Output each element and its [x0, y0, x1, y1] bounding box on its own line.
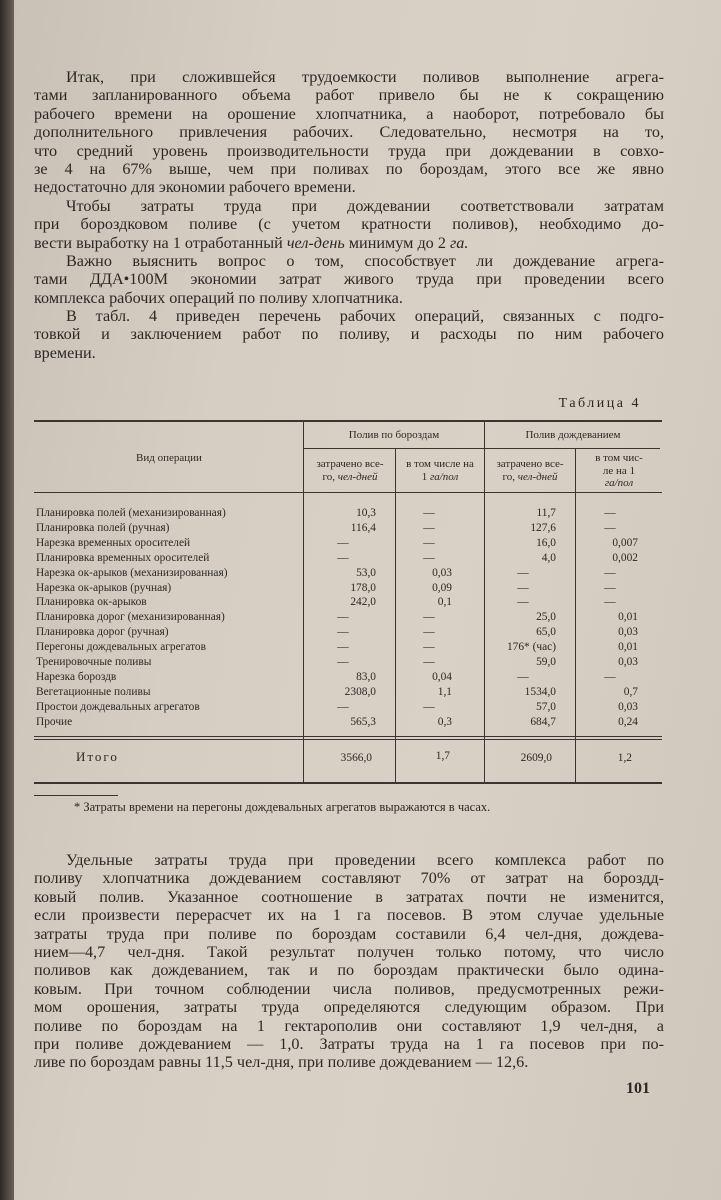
sprinkler-per-ha-cell: 0,01	[618, 611, 638, 624]
paragraph-1-line-3: рабочего времени на орошение хлопчатника, а наоборот, потребовало бы	[34, 104, 664, 123]
furrow-per-ha-cell: —	[423, 626, 435, 639]
sprinkler-per-ha-cell: 0,7	[623, 685, 638, 698]
paragraph-1	[34, 68, 664, 197]
sprinkler-per-ha-cell: 0,002	[612, 551, 638, 564]
paragraph-5	[34, 851, 664, 1072]
sprinkler-per-ha-cell: —	[604, 521, 616, 534]
footnote-rule	[34, 795, 118, 796]
furrow-total-cell: 2308,0	[344, 685, 376, 698]
total-label: Итого	[76, 749, 119, 764]
paragraph-5-line-12: ливе по бороздам равны 11,5 чел-дня, при поливе дождеванием — 12,6.	[34, 1053, 529, 1072]
table-total-rule-1	[34, 736, 662, 737]
header-sprinkler-per-ha: в том чис- ле на 1 га/пол	[595, 452, 643, 489]
operation-name-cell: Планировка полей (механизированная)	[36, 507, 226, 519]
paragraph-5-line-10: поливе по бороздам на 1 гектарополив они составляют 1,9 чел-дня, а	[34, 1016, 664, 1035]
furrow-total-cell: —	[337, 611, 349, 624]
furrow-per-ha-cell: 0,1	[437, 596, 452, 609]
sprinkler-total-cell: 16,0	[536, 536, 556, 549]
table-bottom-rule	[34, 782, 662, 784]
header-furrow-total: затрачено все- го, чел-дней	[316, 458, 384, 483]
total-sprinkler-per-ha: 1,2	[617, 752, 632, 764]
furrow-per-ha-cell: —	[423, 611, 435, 624]
sprinkler-per-ha-cell: 0,03	[618, 656, 638, 668]
sprinkler-per-ha-cell: 0,007	[612, 536, 638, 549]
operation-name-cell: Планировка ок-арыков	[36, 596, 147, 609]
paragraph-5-line-4: если произвести перерасчет их на 1 га посевов. В этом случае удельные	[34, 906, 664, 925]
sprinkler-total-cell: 57,0	[536, 700, 556, 713]
sprinkler-per-ha-cell: 0,03	[618, 626, 638, 639]
furrow-total-cell: 178,0	[350, 581, 376, 594]
paragraph-2-line-2: при бороздковом поливе (с учетом кратности поливов), необходимо до-	[34, 215, 664, 234]
paragraph-1-line-6: зе 4 на 67% выше, чем при поливах по бороздам, этого все же явно	[34, 160, 664, 179]
furrow-total-cell: 116,4	[350, 521, 376, 534]
operation-name-cell: Планировка полей (ручная)	[36, 521, 170, 534]
paragraph-5-line-3: ковый полив. Указанное соотношение в затратах почти не изменится,	[34, 887, 664, 906]
paragraph-1-line-2: тами запланированного объема работ привело бы не к сокращению	[34, 86, 664, 105]
furrow-total-cell: —	[337, 551, 349, 564]
paragraph-5-line-8: ковым. При точном соблюдении числа поливов, предусмотренных режи-	[34, 979, 664, 998]
sprinkler-per-ha-cell: —	[604, 507, 616, 519]
furrow-per-ha-cell: 0,03	[432, 566, 452, 579]
paragraph-1-line-4: дополнительного привлечения рабочих. Следовательно, несмотря на то,	[34, 123, 664, 142]
furrow-per-ha-cell: —	[423, 656, 435, 668]
sprinkler-total-cell: 127,6	[530, 521, 556, 534]
page-number: 101	[626, 1080, 650, 1097]
sprinkler-total-cell: 59,0	[536, 656, 556, 668]
furrow-per-ha-cell: 1,1	[437, 685, 452, 698]
table-subheader-rule	[304, 448, 660, 449]
sprinkler-per-ha-cell: 0,24	[618, 715, 638, 728]
paragraph-2-line-3: вести выработку на 1 отработанный чел-день минимум до 2 га.	[34, 233, 469, 252]
footnote: * Затраты времени на перегоны дождевальных агрегатов выражаются в часах.	[74, 800, 491, 814]
sprinkler-per-ha-cell: —	[604, 596, 616, 609]
sprinkler-per-ha-cell: —	[604, 566, 616, 579]
paragraph-2-line-1: Чтобы затраты труда при дождевании соответствовали затратам	[66, 197, 664, 215]
furrow-total-cell: —	[337, 700, 349, 713]
operation-name-cell: Нарезка ок-арыков (ручная)	[36, 581, 172, 594]
paragraph-4	[34, 307, 664, 362]
table-vline-1	[303, 421, 304, 782]
paragraph-1-line-1: Итак, при сложившейся трудоемкости поливов выполнение агрега-	[66, 68, 664, 86]
operation-name-cell: Планировка дорог (ручная)	[36, 626, 169, 639]
paragraph-5-line-11: при поливе дождеванием — 1,0. Затраты труда на 1 га посевов при по-	[34, 1035, 664, 1054]
sprinkler-total-cell: 65,0	[536, 626, 556, 639]
furrow-per-ha-cell: 0,3	[437, 715, 452, 728]
paragraph-1-line-7: недостаточно для экономии рабочего времени.	[34, 178, 356, 197]
furrow-total-cell: —	[337, 626, 349, 639]
total-furrow-total: 3566,0	[340, 752, 372, 764]
operation-name-cell: Простои дождевальных агрегатов	[36, 700, 200, 713]
furrow-total-cell: 565,3	[350, 715, 376, 728]
header-sprinkler-total: затрачено все- го, чел-дней	[496, 458, 564, 483]
table-vline-4	[575, 449, 576, 782]
paragraph-2	[34, 197, 664, 252]
paragraph-5-line-9: мом орошения, затраты труда определяются следующим образом. При	[34, 998, 664, 1017]
furrow-total-cell: —	[337, 536, 349, 549]
book-page	[14, 0, 721, 1200]
furrow-total-cell: 53,0	[356, 566, 376, 579]
furrow-per-ha-cell: —	[423, 521, 435, 534]
sprinkler-total-cell: —	[517, 596, 529, 609]
paragraph-1-line-5: что средний уровень производительности труда при дождевании в совхо-	[34, 141, 664, 160]
table-header-rule	[34, 492, 662, 493]
furrow-per-ha-cell: —	[423, 641, 435, 654]
total-sprinkler-total: 2609,0	[520, 752, 552, 764]
paragraph-3-line-3: комплекса рабочих операций по поливу хлопчатника.	[34, 288, 403, 307]
table-vline-2	[395, 449, 396, 782]
operation-name-cell: Вегетационные поливы	[36, 685, 151, 698]
paragraph-5-line-6: нием—4,7 чел-дня. Такой результат получен только потому, что число	[34, 943, 664, 962]
paragraph-5-line-2: поливу хлопчатника дождеванием составляют 70% от затрат на бороздд-	[34, 869, 664, 888]
furrow-total-cell: —	[337, 656, 349, 668]
sprinkler-per-ha-cell: 0,01	[618, 641, 638, 654]
paragraph-5-line-7: поливов как дождеванием, так и по бороздам практически было одина-	[34, 961, 664, 980]
paragraph-3-line-2: тами ДДА•100М экономии затрат живого труда при проведении всего	[34, 270, 664, 289]
furrow-per-ha-cell: —	[423, 507, 435, 519]
furrow-total-cell: 83,0	[356, 670, 376, 683]
table-top-rule	[34, 420, 662, 422]
table-caption: Таблица 4	[558, 396, 641, 411]
sprinkler-total-cell: —	[517, 670, 529, 683]
paragraph-5-line-5: затраты труда при поливе по бороздам составили 6,4 чел-дня, дождева-	[34, 924, 664, 943]
furrow-total-cell: 242,0	[350, 596, 376, 609]
operation-name-cell: Нарезка временных оросителей	[36, 536, 191, 549]
furrow-per-ha-cell: 0,09	[432, 581, 452, 594]
furrow-per-ha-cell: —	[423, 551, 435, 564]
paragraph-4-line-2: товкой и заключением работ по поливу, и расходы по ним рабочего	[34, 325, 664, 344]
furrow-per-ha-cell: —	[423, 700, 435, 713]
book-spine-shadow	[0, 0, 14, 1200]
operation-name-cell: Планировка дорог (механизированная)	[36, 611, 225, 624]
paragraph-4-line-3: времени.	[34, 343, 96, 362]
operation-name-cell: Нарезка бороздв	[36, 670, 117, 683]
header-furrow-group: Полив по бороздам	[348, 429, 440, 441]
sprinkler-total-cell: 4,0	[541, 551, 556, 564]
furrow-total-cell: —	[337, 641, 349, 654]
header-sprinkler-group: Полив дождеванием	[525, 429, 621, 441]
operation-name-cell: Прочие	[36, 715, 73, 728]
sprinkler-per-ha-cell: —	[604, 581, 616, 594]
sprinkler-total-cell: 176* (час)	[506, 641, 556, 654]
sprinkler-total-cell: 25,0	[536, 611, 556, 624]
operation-name-cell: Планировка временных оросителей	[36, 551, 210, 564]
sprinkler-total-cell: 1534,0	[524, 685, 556, 698]
sprinkler-total-cell: 11,7	[536, 507, 556, 519]
sprinkler-per-ha-cell: —	[604, 670, 616, 683]
furrow-per-ha-cell: 0,04	[432, 670, 452, 683]
sprinkler-total-cell: —	[517, 581, 529, 594]
paragraph-3-line-1: Важно выяснить вопрос о том, способствует ли дождевание агрега-	[66, 252, 664, 270]
operation-name-cell: Тренировочные поливы	[36, 656, 152, 668]
operation-name-cell: Перегоны дождевальных агрегатов	[36, 641, 207, 654]
furrow-total-cell: 10,3	[356, 507, 376, 519]
furrow-per-ha-cell: —	[423, 536, 435, 549]
sprinkler-per-ha-cell: 0,03	[618, 700, 638, 713]
sprinkler-total-cell: —	[517, 566, 529, 579]
header-furrow-per-ha: в том числе на 1 га/пол	[406, 458, 474, 483]
paragraph-5-line-1: Удельные затраты труда при проведении всего комплекса работ по	[66, 851, 664, 869]
total-furrow-per-ha: 1,7	[435, 750, 450, 762]
paragraph-4-line-1: В табл. 4 приведен перечень рабочих операций, связанных с подго-	[66, 307, 664, 325]
header-operation: Вид операции	[136, 452, 202, 464]
sprinkler-total-cell: 684,7	[530, 715, 556, 728]
operation-name-cell: Нарезка ок-арыков (механизированная)	[36, 566, 228, 579]
table-total-rule-2	[34, 739, 662, 740]
paragraph-3	[34, 252, 664, 307]
